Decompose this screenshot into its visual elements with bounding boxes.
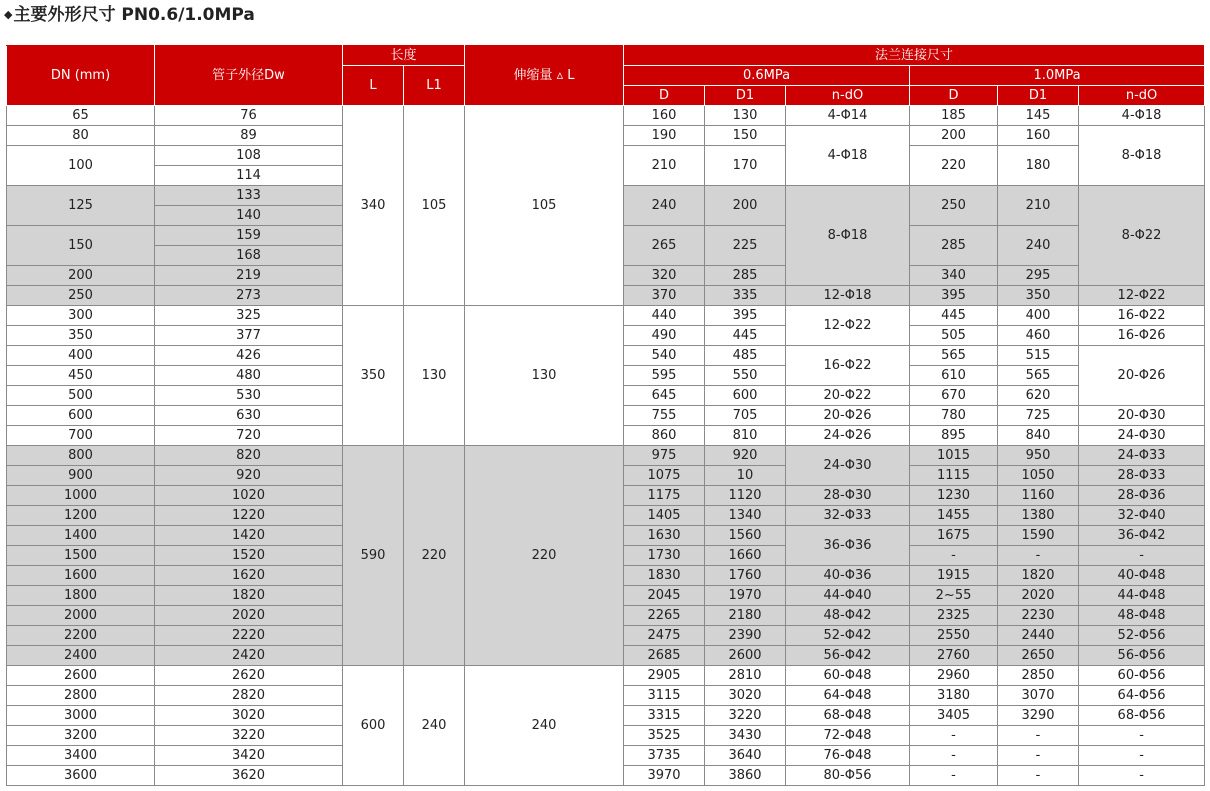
table-cell: 550 — [705, 366, 786, 386]
header-dw: 管子外径Dw — [155, 46, 343, 106]
diamond-icon: ◆ — [4, 8, 13, 21]
table-cell: 48-Φ48 — [1079, 606, 1205, 626]
table-cell: 1660 — [705, 546, 786, 566]
table-cell: 3400 — [7, 746, 155, 766]
table-cell: 56-Φ42 — [786, 646, 910, 666]
table-cell: 40-Φ36 — [786, 566, 910, 586]
table-cell: 600 — [343, 666, 404, 786]
header-d1-06: D1 — [705, 86, 786, 106]
table-cell: 840 — [998, 426, 1079, 446]
table-cell: 720 — [155, 426, 343, 446]
table-cell: 3200 — [7, 726, 155, 746]
table-cell: 285 — [910, 226, 998, 266]
table-cell: 2620 — [155, 666, 343, 686]
table-cell: 860 — [624, 426, 705, 446]
table-cell: 1455 — [910, 506, 998, 526]
dimensions-table — [6, 45, 1205, 786]
table-cell: 630 — [155, 406, 343, 426]
table-cell: 1230 — [910, 486, 998, 506]
table-cell: 68-Φ48 — [786, 706, 910, 726]
table-cell: 8-Φ18 — [786, 186, 910, 286]
table-cell: 200 — [7, 266, 155, 286]
table-cell: 1200 — [7, 506, 155, 526]
table-cell: - — [1079, 766, 1205, 786]
table-cell: 3620 — [155, 766, 343, 786]
table-cell: 20-Φ26 — [1079, 346, 1205, 406]
table-cell: 800 — [7, 446, 155, 466]
title-text: 主要外形尺寸 PN0.6/1.0MPa — [13, 5, 255, 25]
table-cell: 52-Φ42 — [786, 626, 910, 646]
page-title — [4, 2, 255, 28]
table-cell: 219 — [155, 266, 343, 286]
table-cell: 2400 — [7, 646, 155, 666]
table-cell: 900 — [7, 466, 155, 486]
table-cell: 24-Φ30 — [786, 446, 910, 486]
header-d1-10: D1 — [998, 86, 1079, 106]
table-cell: 105 — [404, 106, 465, 306]
table-cell: 2220 — [155, 626, 343, 646]
table-cell: 24-Φ33 — [1079, 446, 1205, 466]
table-cell: 180 — [998, 146, 1079, 186]
table-cell: 76 — [155, 106, 343, 126]
table-cell: 565 — [998, 366, 1079, 386]
table-cell: 1820 — [155, 586, 343, 606]
table-cell: 400 — [7, 346, 155, 366]
table-cell: 3970 — [624, 766, 705, 786]
table-cell: 44-Φ48 — [1079, 586, 1205, 606]
table-cell: 810 — [705, 426, 786, 446]
table-cell: 295 — [998, 266, 1079, 286]
table-cell: 340 — [343, 106, 404, 306]
table-cell: 2810 — [705, 666, 786, 686]
table-cell: 3220 — [155, 726, 343, 746]
table-cell: - — [910, 766, 998, 786]
table-cell: 1340 — [705, 506, 786, 526]
table-cell: 1500 — [7, 546, 155, 566]
table-cell: 220 — [465, 446, 624, 666]
table-cell: 480 — [155, 366, 343, 386]
header-flange: 法兰连接尺寸 — [624, 46, 1205, 66]
table-cell: 76-Φ48 — [786, 746, 910, 766]
table-cell: 36-Φ36 — [786, 526, 910, 566]
table-cell: - — [910, 746, 998, 766]
table-cell: - — [998, 766, 1079, 786]
table-cell: 370 — [624, 286, 705, 306]
table-cell: 335 — [705, 286, 786, 306]
table-cell: 3735 — [624, 746, 705, 766]
table-cell: 65 — [7, 106, 155, 126]
table-cell: 1115 — [910, 466, 998, 486]
table-cell: 285 — [705, 266, 786, 286]
header-L: L — [343, 66, 404, 106]
table-cell: 950 — [998, 446, 1079, 466]
table-cell: 240 — [624, 186, 705, 226]
table-cell: 395 — [910, 286, 998, 306]
table-cell: 1970 — [705, 586, 786, 606]
table-cell: 185 — [910, 106, 998, 126]
table-cell: 108 — [155, 146, 343, 166]
table-cell: 16-Φ22 — [1079, 306, 1205, 326]
table-cell: 1405 — [624, 506, 705, 526]
table-cell: 565 — [910, 346, 998, 366]
table-cell: 2230 — [998, 606, 1079, 626]
table-cell: 340 — [910, 266, 998, 286]
table-cell: 133 — [155, 186, 343, 206]
table-cell: 895 — [910, 426, 998, 446]
table-cell: 160 — [998, 126, 1079, 146]
table-cell: 3860 — [705, 766, 786, 786]
table-cell: 190 — [624, 126, 705, 146]
table-cell: 700 — [7, 426, 155, 446]
header-dn: DN (mm) — [7, 46, 155, 106]
table-cell: 610 — [910, 366, 998, 386]
table-row — [7, 106, 1205, 126]
table-cell: 3290 — [998, 706, 1079, 726]
table-cell: 3600 — [7, 766, 155, 786]
table-cell: 670 — [910, 386, 998, 406]
table-cell: 2685 — [624, 646, 705, 666]
table-cell: 1000 — [7, 486, 155, 506]
table-cell: - — [998, 726, 1079, 746]
table-cell: - — [998, 746, 1079, 766]
table-cell: 24-Φ30 — [1079, 426, 1205, 446]
table-cell: 150 — [705, 126, 786, 146]
table-cell: 1520 — [155, 546, 343, 566]
table-cell: 1220 — [155, 506, 343, 526]
table-cell: 56-Φ56 — [1079, 646, 1205, 666]
table-cell: 16-Φ26 — [1079, 326, 1205, 346]
table-cell: - — [1079, 546, 1205, 566]
table-cell: 36-Φ42 — [1079, 526, 1205, 546]
table-cell: - — [1079, 726, 1205, 746]
table-cell: 60-Φ48 — [786, 666, 910, 686]
table-cell: 595 — [624, 366, 705, 386]
table-cell: 12-Φ22 — [1079, 286, 1205, 306]
table-cell: 3070 — [998, 686, 1079, 706]
header-length: 长度 — [343, 46, 465, 66]
table-cell: 350 — [7, 326, 155, 346]
table-cell: 515 — [998, 346, 1079, 366]
table-cell: 3180 — [910, 686, 998, 706]
table-cell: 64-Φ48 — [786, 686, 910, 706]
table-cell: 240 — [404, 666, 465, 786]
table-cell: 220 — [910, 146, 998, 186]
table-cell: 10 — [705, 466, 786, 486]
table-cell: 2440 — [998, 626, 1079, 646]
table-cell: 20-Φ30 — [1079, 406, 1205, 426]
table-row — [7, 306, 1205, 326]
table-cell: 72-Φ48 — [786, 726, 910, 746]
table-cell: 32-Φ40 — [1079, 506, 1205, 526]
table-cell: 3020 — [155, 706, 343, 726]
table-cell: 600 — [705, 386, 786, 406]
table-cell: - — [910, 546, 998, 566]
table-cell: 2800 — [7, 686, 155, 706]
table-cell: 2020 — [998, 586, 1079, 606]
table-cell: 460 — [998, 326, 1079, 346]
table-cell: 1560 — [705, 526, 786, 546]
table-cell: 20-Φ22 — [786, 386, 910, 406]
table-cell: 2600 — [7, 666, 155, 686]
table-cell: 350 — [998, 286, 1079, 306]
table-cell: 130 — [404, 306, 465, 446]
table-cell: 320 — [624, 266, 705, 286]
table-cell: 3525 — [624, 726, 705, 746]
table-cell: 2850 — [998, 666, 1079, 686]
table-cell: 2045 — [624, 586, 705, 606]
table-cell: 145 — [998, 106, 1079, 126]
table-cell: 240 — [998, 226, 1079, 266]
table-cell: 2000 — [7, 606, 155, 626]
table-cell: 3420 — [155, 746, 343, 766]
table-cell: 350 — [343, 306, 404, 446]
table-cell: 1400 — [7, 526, 155, 546]
table-cell: 1015 — [910, 446, 998, 466]
header-d-06: D — [624, 86, 705, 106]
header-ndo-10: n-dO — [1079, 86, 1205, 106]
table-cell: 2960 — [910, 666, 998, 686]
table-cell: 250 — [910, 186, 998, 226]
table-cell: 28-Φ36 — [1079, 486, 1205, 506]
table-cell: 530 — [155, 386, 343, 406]
table-cell: 60-Φ56 — [1079, 666, 1205, 686]
table-cell: 16-Φ22 — [786, 346, 910, 386]
table-cell: 225 — [705, 226, 786, 266]
table-cell: 645 — [624, 386, 705, 406]
table-cell: 325 — [155, 306, 343, 326]
table-cell: 820 — [155, 446, 343, 466]
table-cell: 114 — [155, 166, 343, 186]
table-row — [7, 666, 1205, 686]
table-cell: 1730 — [624, 546, 705, 566]
table-cell: 705 — [705, 406, 786, 426]
table-cell: 250 — [7, 286, 155, 306]
table-cell: 8-Φ18 — [1079, 126, 1205, 186]
table-cell: - — [910, 726, 998, 746]
table-cell: 1630 — [624, 526, 705, 546]
table-cell: 150 — [7, 226, 155, 266]
table-cell: 620 — [998, 386, 1079, 406]
table-cell: 3640 — [705, 746, 786, 766]
table-cell: 395 — [705, 306, 786, 326]
table-cell: 100 — [7, 146, 155, 186]
table-cell: 1620 — [155, 566, 343, 586]
header-ndo-06: n-dO — [786, 86, 910, 106]
table-cell: 1050 — [998, 466, 1079, 486]
table-cell: 485 — [705, 346, 786, 366]
table-cell: 240 — [465, 666, 624, 786]
table-cell: 2475 — [624, 626, 705, 646]
table-cell: 12-Φ18 — [786, 286, 910, 306]
table-cell: 200 — [705, 186, 786, 226]
table-cell: 80-Φ56 — [786, 766, 910, 786]
table-cell: 1160 — [998, 486, 1079, 506]
table-cell: 64-Φ56 — [1079, 686, 1205, 706]
table-cell: 170 — [705, 146, 786, 186]
table-cell: 20-Φ26 — [786, 406, 910, 426]
table-cell: 28-Φ33 — [1079, 466, 1205, 486]
table-cell: 920 — [155, 466, 343, 486]
table-cell: 780 — [910, 406, 998, 426]
table-cell: 1600 — [7, 566, 155, 586]
table-cell: 2905 — [624, 666, 705, 686]
table-cell: 160 — [624, 106, 705, 126]
table-cell: 3405 — [910, 706, 998, 726]
table-cell: 1380 — [998, 506, 1079, 526]
header-0.6mpa: 0.6MPa — [624, 66, 910, 86]
table-cell: 2820 — [155, 686, 343, 706]
header-d-10: D — [910, 86, 998, 106]
table-cell: 130 — [465, 306, 624, 446]
table-cell: 1120 — [705, 486, 786, 506]
table-cell: 2~55 — [910, 586, 998, 606]
table-cell: 377 — [155, 326, 343, 346]
table-cell: 130 — [705, 106, 786, 126]
table-cell: 2180 — [705, 606, 786, 626]
table-cell: 3315 — [624, 706, 705, 726]
table-cell: 140 — [155, 206, 343, 226]
table-cell: 44-Φ40 — [786, 586, 910, 606]
table-cell: 450 — [7, 366, 155, 386]
table-cell: 440 — [624, 306, 705, 326]
table-cell: 2390 — [705, 626, 786, 646]
table-cell: 105 — [465, 106, 624, 306]
table-cell: 200 — [910, 126, 998, 146]
table-cell: 28-Φ30 — [786, 486, 910, 506]
table-cell: 4-Φ14 — [786, 106, 910, 126]
table-cell: 2650 — [998, 646, 1079, 666]
table-cell: 445 — [910, 306, 998, 326]
table-body — [7, 106, 1205, 786]
table-cell: 32-Φ33 — [786, 506, 910, 526]
table-cell: 273 — [155, 286, 343, 306]
table-cell: 159 — [155, 226, 343, 246]
table-cell: 1420 — [155, 526, 343, 546]
table-cell: 1820 — [998, 566, 1079, 586]
table-cell: 975 — [624, 446, 705, 466]
table-cell: 755 — [624, 406, 705, 426]
table-cell: 1675 — [910, 526, 998, 546]
table-cell: 445 — [705, 326, 786, 346]
table-cell: 1020 — [155, 486, 343, 506]
table-cell: - — [998, 546, 1079, 566]
table-row — [7, 446, 1205, 466]
table-cell: 920 — [705, 446, 786, 466]
table-cell: 426 — [155, 346, 343, 366]
header-L1: L1 — [404, 66, 465, 106]
table-cell: 2600 — [705, 646, 786, 666]
table-cell: 3020 — [705, 686, 786, 706]
table-cell: 2420 — [155, 646, 343, 666]
table-cell: 68-Φ56 — [1079, 706, 1205, 726]
table-cell: 500 — [7, 386, 155, 406]
table-cell: 725 — [998, 406, 1079, 426]
table-cell: 2550 — [910, 626, 998, 646]
table-cell: 2200 — [7, 626, 155, 646]
table-cell: 265 — [624, 226, 705, 266]
table-cell: 1760 — [705, 566, 786, 586]
table-cell: 48-Φ42 — [786, 606, 910, 626]
table-cell: 2325 — [910, 606, 998, 626]
table-cell: 1915 — [910, 566, 998, 586]
table-cell: 490 — [624, 326, 705, 346]
table-cell: 220 — [404, 446, 465, 666]
table-cell: 80 — [7, 126, 155, 146]
table-cell: 1590 — [998, 526, 1079, 546]
table-cell: 125 — [7, 186, 155, 226]
table-cell: 3000 — [7, 706, 155, 726]
table-cell: 89 — [155, 126, 343, 146]
header-stretch: 伸缩量 ▵ L — [465, 46, 624, 106]
table-cell: 3220 — [705, 706, 786, 726]
table-cell: 12-Φ22 — [786, 306, 910, 346]
table-cell: 1175 — [624, 486, 705, 506]
table-cell: 52-Φ56 — [1079, 626, 1205, 646]
table-cell: 210 — [998, 186, 1079, 226]
table-cell: 24-Φ26 — [786, 426, 910, 446]
table-cell: 4-Φ18 — [1079, 106, 1205, 126]
table-cell: 2760 — [910, 646, 998, 666]
table-cell: 2265 — [624, 606, 705, 626]
table-cell: 3115 — [624, 686, 705, 706]
table-cell: 1800 — [7, 586, 155, 606]
table-cell: 400 — [998, 306, 1079, 326]
table-cell: 4-Φ18 — [786, 126, 910, 186]
table-cell: 168 — [155, 246, 343, 266]
table-cell: 505 — [910, 326, 998, 346]
header-1.0mpa: 1.0MPa — [910, 66, 1205, 86]
table-cell: 1830 — [624, 566, 705, 586]
table-cell: - — [1079, 746, 1205, 766]
table-cell: 8-Φ22 — [1079, 186, 1205, 286]
table-cell: 3430 — [705, 726, 786, 746]
table-cell: 300 — [7, 306, 155, 326]
table-cell: 540 — [624, 346, 705, 366]
table-cell: 590 — [343, 446, 404, 666]
table-cell: 40-Φ48 — [1079, 566, 1205, 586]
table-cell: 600 — [7, 406, 155, 426]
table-cell: 1075 — [624, 466, 705, 486]
table-cell: 210 — [624, 146, 705, 186]
table-cell: 2020 — [155, 606, 343, 626]
